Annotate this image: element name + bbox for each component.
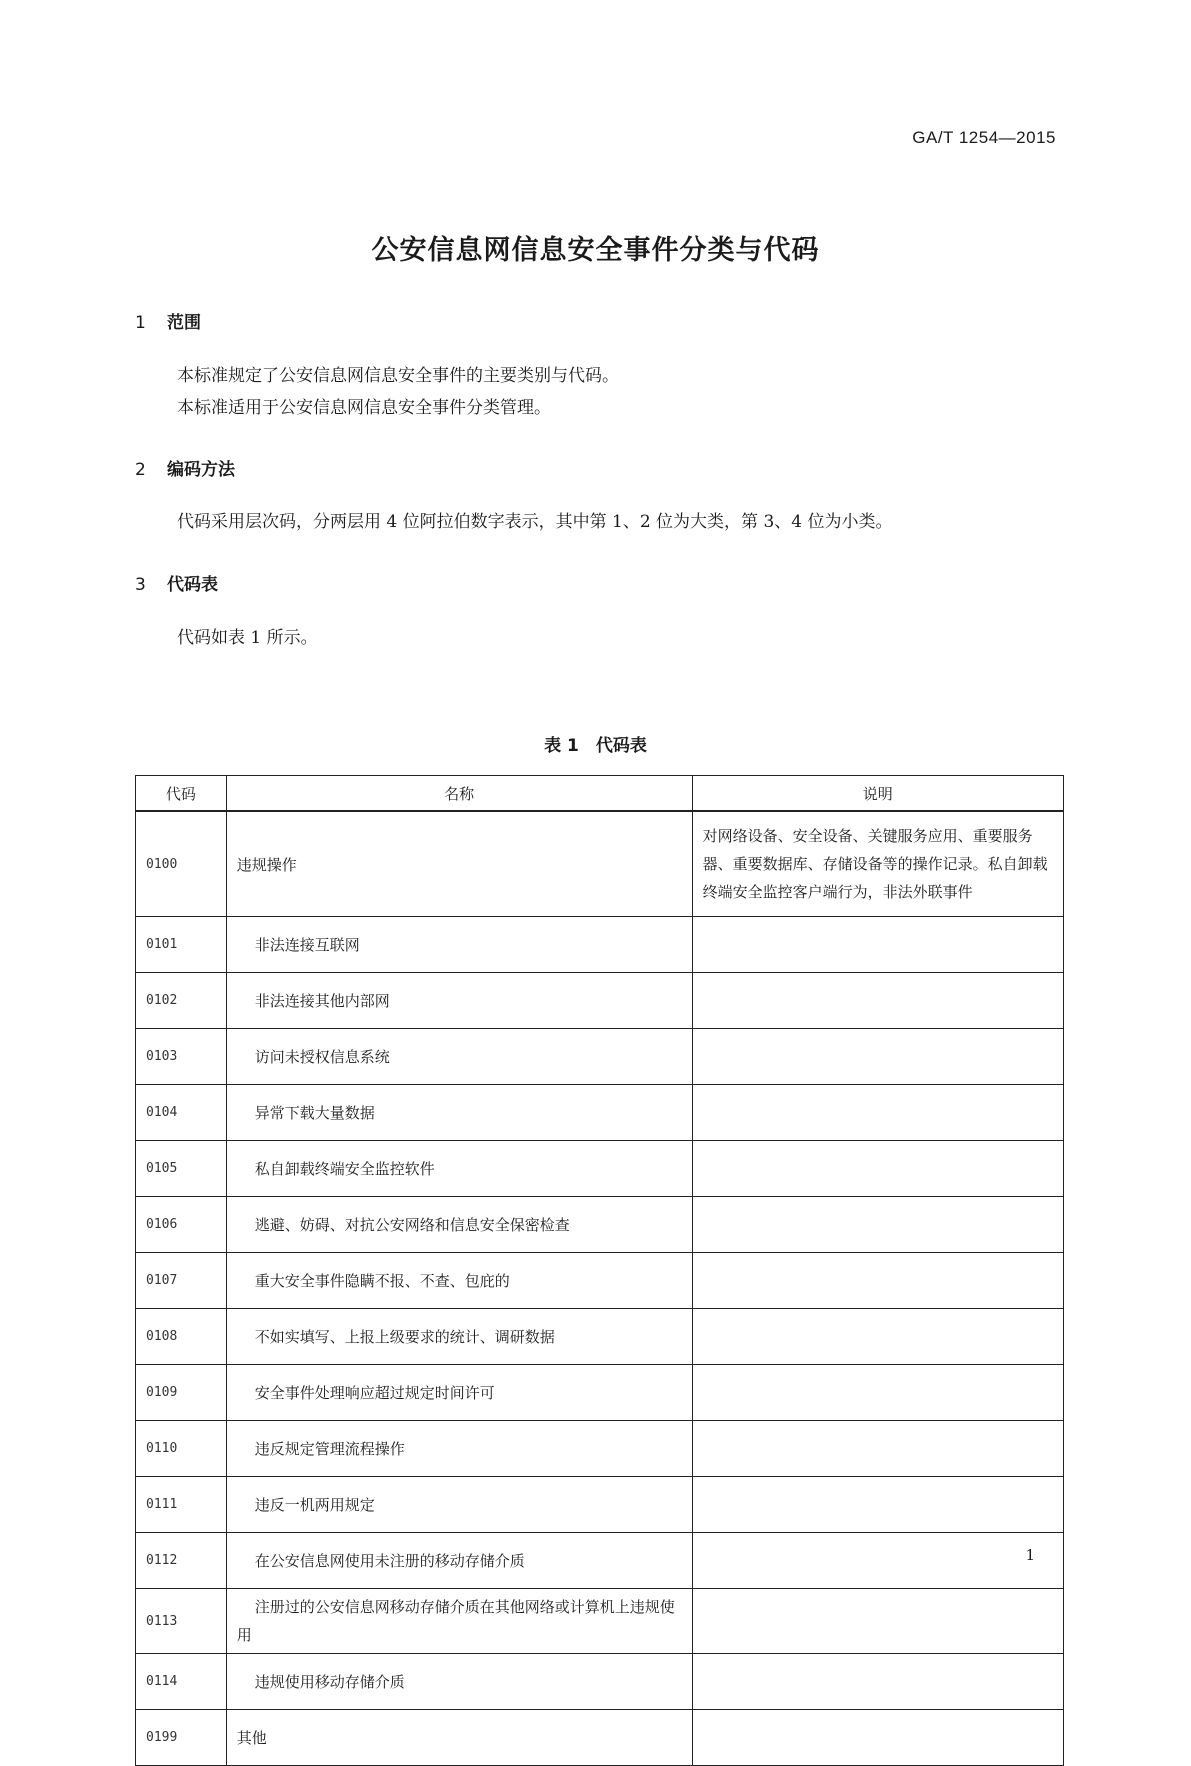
column-header-desc: 说明 <box>692 776 1063 812</box>
table-row <box>136 811 1064 917</box>
name-cell: 安全事件处理响应超过规定时间许可 <box>226 1365 692 1421</box>
desc-cell <box>692 1710 1063 1766</box>
code-cell: 0113 <box>136 1589 227 1654</box>
code-cell: 0102 <box>136 973 227 1029</box>
desc-cell <box>692 1421 1063 1477</box>
table-caption: 表 1 代码表 <box>544 736 647 756</box>
table-row <box>136 1477 1064 1533</box>
name-cell: 私自卸载终端安全监控软件 <box>226 1141 692 1197</box>
name-cell: 访问未授权信息系统 <box>226 1029 692 1085</box>
table-row <box>136 973 1064 1029</box>
standard-code: GA/T 1254—2015 <box>912 128 1056 147</box>
code-cell: 0110 <box>136 1421 227 1477</box>
desc-cell <box>692 1029 1063 1085</box>
code-cell: 0104 <box>136 1085 227 1141</box>
desc-cell <box>692 1253 1063 1309</box>
name-cell: 违规使用移动存储介质 <box>226 1654 692 1710</box>
table-row <box>136 1365 1064 1421</box>
section-heading-encoding: 2 编码方法 <box>135 460 235 480</box>
table-row <box>136 1253 1064 1309</box>
code-cell: 0103 <box>136 1029 227 1085</box>
name-cell: 注册过的公安信息网移动存储介质在其他网络或计算机上违规使用 <box>226 1589 692 1654</box>
column-header-name: 名称 <box>226 776 692 812</box>
name-cell: 非法连接其他内部网 <box>226 973 692 1029</box>
code-cell: 0109 <box>136 1365 227 1421</box>
page-number: 1 <box>1025 1546 1035 1564</box>
code-cell: 0106 <box>136 1197 227 1253</box>
section-heading-code-table: 3 代码表 <box>135 575 218 595</box>
desc-cell <box>692 973 1063 1029</box>
table-row <box>136 1533 1064 1589</box>
desc-cell <box>692 1197 1063 1253</box>
desc-cell <box>692 917 1063 973</box>
page-title: 公安信息网信息安全事件分类与代码 <box>371 235 820 266</box>
code-cell: 0114 <box>136 1654 227 1710</box>
table-row <box>136 917 1064 973</box>
table-row <box>136 1654 1064 1710</box>
section-paragraph: 本标准规定了公安信息网信息安全事件的主要类别与代码。 <box>177 366 619 386</box>
section-paragraph: 代码如表 1 所示。 <box>177 628 318 648</box>
name-cell: 逃避、妨碍、对抗公安网络和信息安全保密检查 <box>226 1197 692 1253</box>
code-cell: 0107 <box>136 1253 227 1309</box>
code-cell: 0101 <box>136 917 227 973</box>
desc-cell <box>692 1654 1063 1710</box>
code-cell: 0108 <box>136 1309 227 1365</box>
name-cell: 不如实填写、上报上级要求的统计、调研数据 <box>226 1309 692 1365</box>
code-cell: 0111 <box>136 1477 227 1533</box>
desc-cell <box>692 1365 1063 1421</box>
section-heading-scope: 1 范围 <box>135 313 201 333</box>
table-header-row <box>136 776 1064 812</box>
table-row <box>136 1309 1064 1365</box>
desc-cell <box>692 1309 1063 1365</box>
name-cell: 重大安全事件隐瞒不报、不查、包庇的 <box>226 1253 692 1309</box>
section-paragraph: 代码采用层次码，分两层用 4 位阿拉伯数字表示，其中第 1、2 位为大类，第 3、4 位为小类。 <box>177 512 893 532</box>
desc-cell <box>692 1533 1063 1589</box>
desc-cell <box>692 1589 1063 1654</box>
name-cell: 违反规定管理流程操作 <box>226 1421 692 1477</box>
name-cell: 其他 <box>226 1710 692 1766</box>
code-table <box>135 775 1064 1766</box>
desc-cell <box>692 1141 1063 1197</box>
name-cell: 异常下载大量数据 <box>226 1085 692 1141</box>
desc-cell: 对网络设备、安全设备、关键服务应用、重要服务器、重要数据库、存储设备等的操作记录。私自卸载终端安全监控客户端行为，非法外联事件 <box>692 811 1063 917</box>
name-cell: 违反一机两用规定 <box>226 1477 692 1533</box>
name-cell: 非法连接互联网 <box>226 917 692 973</box>
desc-cell <box>692 1085 1063 1141</box>
table-row <box>136 1421 1064 1477</box>
name-cell: 违规操作 <box>226 811 692 917</box>
code-cell: 0112 <box>136 1533 227 1589</box>
code-cell: 0105 <box>136 1141 227 1197</box>
table-row <box>136 1141 1064 1197</box>
table-row <box>136 1197 1064 1253</box>
column-header-code: 代码 <box>136 776 227 812</box>
name-cell: 在公安信息网使用未注册的移动存储介质 <box>226 1533 692 1589</box>
code-cell: 0199 <box>136 1710 227 1766</box>
table-row <box>136 1589 1064 1654</box>
desc-cell <box>692 1477 1063 1533</box>
code-cell: 0100 <box>136 811 227 917</box>
table-row <box>136 1029 1064 1085</box>
table-row <box>136 1710 1064 1766</box>
table-row <box>136 1085 1064 1141</box>
section-paragraph: 本标准适用于公安信息网信息安全事件分类管理。 <box>177 398 551 418</box>
